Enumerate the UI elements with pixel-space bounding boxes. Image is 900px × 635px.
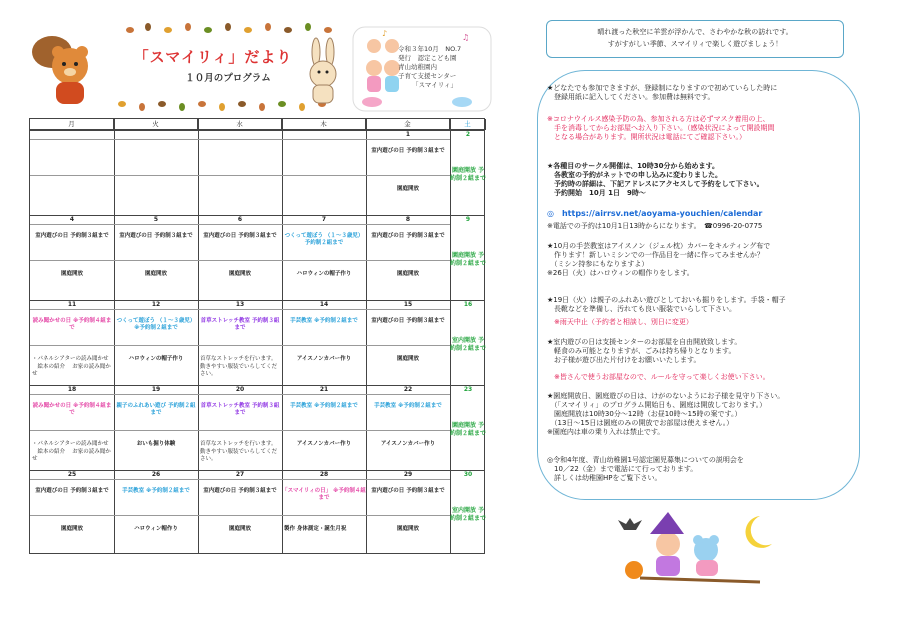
notice-covid: ※コロナウイルス感染予防の為、参加される方は必ずマスク着用の上、 手を消毒してからお部屋へお入り下さい。（感染状況によって開設期間 となる場合があります。開所状況は電話にてご確認下さい。） [547,115,775,142]
program-top: 読み聞かせの日 ※予約制４組まで [32,317,112,332]
program-bottom: 首草なストレッチを行います。 動きやすい服装でいらしてください。 [200,356,278,378]
program-bottom: 園庭開放 [60,526,83,533]
notice-registration: ★どなたでも参加できますが、登録制になりますので初めていらした時に 登録用紙に記入してください。参加費は無料です。 [547,84,778,102]
program-bottom: 園庭開放 [396,526,419,533]
program-bottom: ・パネルシアターの読み聞かせ 絵本の紹介 お家の読み聞かせ [32,356,111,378]
mid-row-line [30,430,450,431]
date-number: 19 [151,386,161,393]
program-bottom: ハロウィン帽作り [134,526,178,533]
program-top: 手芸教室 ※予約制２組まで [290,317,358,324]
program-top: 手芸教室 ※予約制２組まで [374,402,442,409]
date-number: 11 [67,301,77,308]
saturday-program: 室内開放 予約制２組まで [450,506,487,522]
greeting-line-2: すがすがしい季節、スマイリィで楽しく遊びましょう！ [607,40,783,48]
bear-illustration [32,36,88,104]
info-publisher: 発行 認定こども園 [398,54,457,62]
program-bottom: 製作 身体測定・誕生月祝 [284,526,347,533]
program-bottom: アイスノンカバー作り [296,356,352,363]
saturday-program: 園庭開放 予約制２組まで [450,166,487,182]
program-bottom: 園庭開放 [228,526,251,533]
program-top: つくって遊ぼう （１～３歳児） 予約制２組まで [284,232,364,247]
weekday-header: 火 [114,119,198,130]
program-top: 首草ストレッチ教室 予約制３組まで [200,317,280,332]
date-number: 27 [235,471,245,478]
program-top: 室内遊びの日 予約制３組まで [35,487,109,494]
saturday-program: 室内開放 予約制２組まで [450,336,487,352]
mid-row-line [30,260,450,261]
program-top: 手芸教室 ※予約制２組まで [290,402,358,409]
svg-text:♪: ♪ [382,29,388,38]
program-top: 室内遊びの日 予約制３組まで [35,232,109,239]
date-number: 23 [463,386,473,393]
program-top: 室内遊びの日 予約制３組まで [119,232,193,239]
date-number: 1 [405,131,411,138]
program-bottom: おいも掘り体験 [136,441,176,448]
date-number: 12 [151,301,161,308]
program-bottom: 園庭開放 [228,271,251,278]
date-number: 20 [235,386,245,393]
halloween-illustration [610,508,780,588]
date-strip-line [30,309,450,310]
program-bottom: ・パネルシアターの読み聞かせ 絵本の紹介 お家の読み聞かせ [32,441,111,463]
program-bottom: 園庭開放 [396,186,419,193]
weekday-header: 金 [366,119,450,130]
notice-indoor: ★室内遊びの日は支援センターのお部屋を自由開放致します。 軽食のみ可能となりますが、ごみは持ち帰りとなります。 お子様が遊び出た片付けをお願いいたします。 [547,338,742,365]
program-bottom: 園庭開放 [396,271,419,278]
mid-row-line [30,515,450,516]
weekday-header: 木 [282,119,366,130]
program-top: 室内遊びの日 予約制３組まで [371,232,445,239]
notice-garden: ★園庭開放日、園庭遊びの日は、けがのないようにお子様を見守り下さい。 （「スマイリィ」のプログラム開始日も、園庭は開放しております。） 園庭開放は10時30分～12時（お昼10時～15時の案です。） （13日～15日は園庭のみの開放でお部屋は使えません。） ※園庭内は車の乗り入れは禁止です。 [547,392,785,437]
weekday-header: 水 [198,119,282,130]
date-number: 18 [67,386,77,393]
notice-rain: ※雨天中止（予約者と相談し、別日に変更） [547,318,693,326]
date-strip-line [30,139,450,140]
info-kindergarten: 青山幼稚園内 [398,63,437,71]
program-top: 親子のふれあい遊び 予約制２組まで [116,402,196,417]
notice-circle-time: ★各種目のサークル開催は、10時30分から始めます。 各教室の予約がネットでの申し込みに変わりました。 予約時の詳細は、下記アドレスにアクセスして予約をして下さい。 予約開始 10月 1日 9時～ [547,162,764,198]
notice-phone: ※電話での予約は10月1日13時からになります。 ☎0996-20-0775 [547,222,763,230]
notice-room-rules: ※皆さんで使うお部屋なので、ルールを守って楽しくお使い下さい。 [547,373,770,381]
date-number: 26 [151,471,161,478]
program-top: 読み聞かせの日 ※予約制４組まで [32,402,112,417]
program-bottom: ハロウィンの帽子作り [128,356,184,363]
date-number: 13 [235,301,245,308]
program-top: つくって遊ぼう （１～３歳児） ※予約制２組まで [116,317,196,332]
info-issue: 令和３年10月 NO.7 [398,45,462,53]
program-top: 首草ストレッチ教室 予約制３組まで [200,402,280,417]
date-strip-line [30,394,450,395]
date-number: 7 [321,216,327,223]
program-bottom: ハロウィンの帽子作り [296,271,352,278]
date-number: 30 [463,471,473,478]
date-number: 9 [465,216,471,223]
program-bottom: アイスノンカバー作り [380,441,436,448]
date-number: 6 [237,216,243,223]
date-number: 4 [69,216,75,223]
weekday-header: 土 [450,119,486,130]
program-top: 室内遊びの日 予約制３組まで [203,487,277,494]
notice-potato-dig: ★19日（火）は親子のふれあい遊びとしておいも掘りをします。手袋・帽子 長靴などを準備し、汚れても良い服装でいらして下さい。 [547,296,786,314]
program-top: 室内遊びの日 予約制３組まで [203,232,277,239]
autumn-leaf-border [30,22,350,112]
date-number: 28 [319,471,329,478]
program-bottom: 園庭開放 [144,271,167,278]
program-bottom: 園庭開放 [60,271,83,278]
date-number: 15 [403,301,413,308]
date-number: 21 [319,386,329,393]
date-number: 16 [463,301,473,308]
date-number: 14 [319,301,329,308]
date-strip-line [30,224,450,225]
program-top: 「スマイリィの日」 ※予約制４組まで [282,487,366,502]
newsletter-title: 「スマイリィ」だより [133,48,293,66]
info-center: 子育て支援センター [398,72,457,80]
notice-craft: ★10月の手芸教室はアイスノン（ジェル枕）カバーをキルティング布で 作ります！新しいミシンでの一作品目を一緒に作ってみませんか？ （ミシン持参にもなりますよ） ※26日（火）はハロウィンの帽作りをします。 [547,242,771,278]
greeting-line-1: 晴れ渡った秋空に羊雲が浮かんで、さわやかな秋の訪れです。 [597,28,793,36]
date-number: 8 [405,216,411,223]
weekday-header: 月 [30,119,114,130]
date-number: 5 [153,216,159,223]
notice-enrollment: ◎令和4年度、青山幼稚園1号認定園児募集についての説明会を 10／22（金）まで電話にて行っております。 詳しくは幼稚園HPをご覧下さい。 [547,456,744,483]
mid-row-line [30,175,450,176]
mid-row-line [30,345,450,346]
saturday-program: 園庭開放 予約制２組まで [450,251,487,267]
reservation-url-link[interactable]: ◎ https://airrsv.net/aoyama-youchien/calendar [547,209,763,218]
program-bottom: 首草なストレッチを行います。 動きやすい服装でいらしてください。 [200,441,278,463]
date-number: 2 [465,131,471,138]
date-number: 25 [67,471,77,478]
date-number: 22 [403,386,413,393]
info-center-name: 「スマイリィ」 [412,81,457,89]
program-top: 室内遊びの日 予約制３組まで [371,487,445,494]
program-bottom: アイスノンカバー作り [296,441,352,448]
rabbit-illustration [310,38,336,103]
newsletter-subtitle: １０月のプログラム [185,73,271,84]
saturday-program: 園庭開放 予約制２組まで [450,421,487,437]
program-calendar [29,118,485,554]
svg-text:♫: ♫ [462,33,470,42]
program-bottom: 園庭開放 [396,356,419,363]
program-top: 室内遊びの日 予約制３組まで [371,147,445,154]
program-top: 室内遊びの日 予約制３組まで [371,317,445,324]
date-number: 29 [403,471,413,478]
date-strip-line [30,479,450,480]
program-top: 手芸教室 ※予約制２組まで [122,487,190,494]
